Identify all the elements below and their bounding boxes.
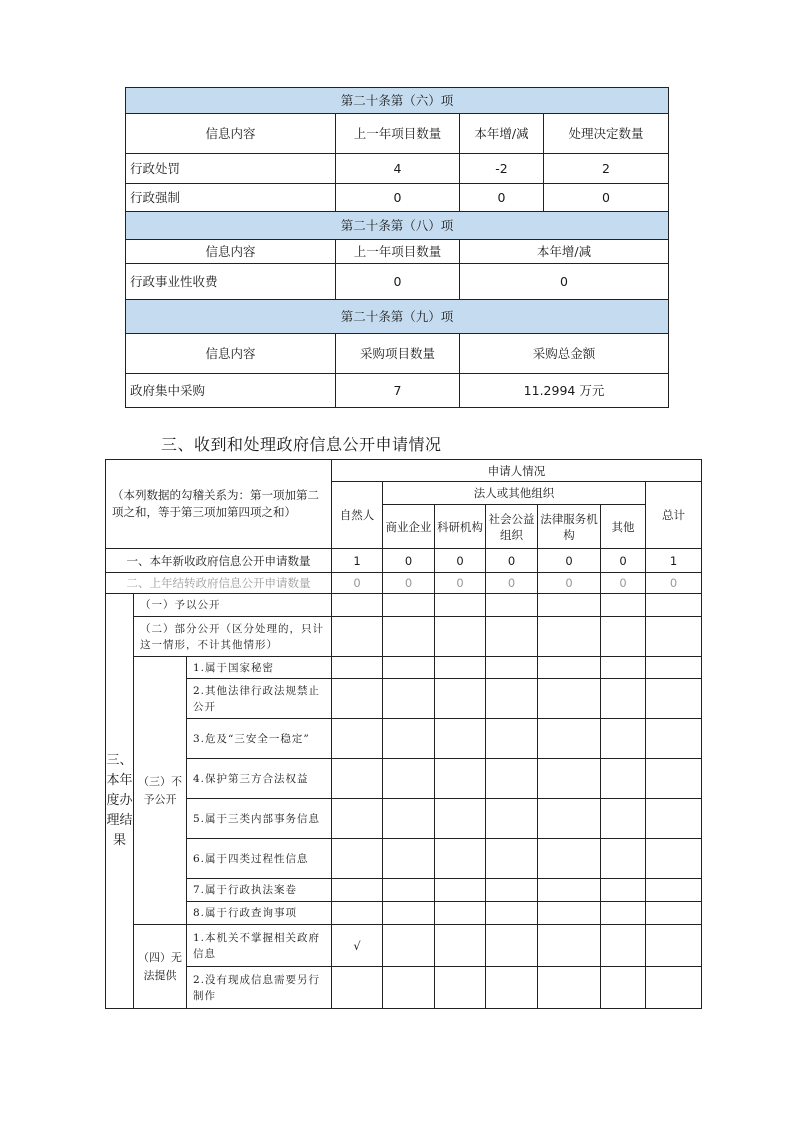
row-gov-procurement-name: 政府集中采购 (126, 374, 336, 408)
cell-carry-welfare: 0 (486, 573, 538, 594)
applicant-header: 申请人情况 (332, 460, 702, 482)
row-admin-fee-prev: 0 (336, 264, 460, 300)
unable-reason-1-natural-check: √ (332, 925, 383, 967)
result-not-disclosed-label: （三）不予公开 (134, 657, 187, 925)
row-admin-penalty-prev: 4 (336, 154, 460, 184)
result-partial-label: （二）部分公开（区分处理的，只计这一情形，不计其他情形） (134, 617, 332, 657)
section9-header-content: 信息内容 (126, 334, 336, 374)
section6-header-change: 本年增/减 (460, 114, 544, 154)
section6-header-content: 信息内容 (126, 114, 336, 154)
application-table (105, 459, 702, 1009)
cell-carry-total: 0 (646, 573, 702, 594)
section-heading: 三、收到和处理政府信息公开申请情况 (161, 435, 442, 454)
not-disclosed-reason-2: 2.其他法律行政法规禁止公开 (187, 679, 332, 719)
section8-header-prev: 上一年项目数量 (336, 240, 460, 264)
not-disclosed-reason-5: 5.属于三类内部事务信息 (187, 799, 332, 839)
not-disclosed-reason-6: 6.属于四类过程性信息 (187, 839, 332, 879)
cell-new-natural: 1 (332, 549, 383, 573)
reconciliation-note: （本列数据的勾稽关系为：第一项加第二项之和，等于第三项加第四项之和） (106, 460, 332, 549)
unable-reason-2: 2.没有现成信息需要另行制作 (187, 967, 332, 1009)
not-disclosed-reason-3: 3.危及“三安全一稳定” (187, 719, 332, 759)
org-public-welfare-header: 社会公益组织 (486, 505, 538, 549)
section9-header-amount: 采购总金额 (460, 334, 669, 374)
cell-new-other: 0 (601, 549, 646, 573)
cell-carry-business: 0 (383, 573, 435, 594)
not-disclosed-reason-1: 1.属于国家秘密 (187, 657, 332, 679)
row-admin-enforcement-prev: 0 (336, 184, 460, 212)
row-gov-procurement-amount: 11.2994 万元 (460, 374, 669, 408)
not-disclosed-reason-4: 4.保护第三方合法权益 (187, 759, 332, 799)
row-new-applications-label: 一、本年新收政府信息公开申请数量 (106, 549, 332, 573)
row-admin-enforcement-decisions: 0 (544, 184, 669, 212)
row-admin-penalty-name: 行政处罚 (126, 154, 336, 184)
natural-person-header: 自然人 (332, 482, 383, 549)
row-admin-enforcement-name: 行政强制 (126, 184, 336, 212)
section6-header-prev: 上一年项目数量 (336, 114, 460, 154)
not-disclosed-reason-8: 8.属于行政查询事项 (187, 902, 332, 925)
result-unable-label: （四）无法提供 (134, 925, 187, 1009)
total-header: 总计 (646, 482, 702, 549)
cell-new-business: 0 (383, 549, 435, 573)
row-carried-over-label: 二、上年结转政府信息公开申请数量 (106, 573, 332, 594)
cell-new-legal: 0 (538, 549, 601, 573)
section6-title: 第二十条第（六）项 (126, 88, 669, 114)
cell-carry-legal: 0 (538, 573, 601, 594)
row-admin-penalty-change: -2 (460, 154, 544, 184)
section8-header-content: 信息内容 (126, 240, 336, 264)
section8-header-change: 本年增/减 (460, 240, 669, 264)
unable-reason-1: 1.本机关不掌握相关政府信息 (187, 925, 332, 967)
cell-carry-natural: 0 (332, 573, 383, 594)
org-legal-service-header: 法律服务机构 (538, 505, 601, 549)
cell-new-research: 0 (435, 549, 486, 573)
section9-title: 第二十条第（九）项 (126, 300, 669, 334)
row-admin-penalty-decisions: 2 (544, 154, 669, 184)
cell-carry-other: 0 (601, 573, 646, 594)
row-admin-fee-name: 行政事业性收费 (126, 264, 336, 300)
org-other-header: 其他 (601, 505, 646, 549)
row-admin-enforcement-change: 0 (460, 184, 544, 212)
result-disclosed-label: （一）予以公开 (134, 594, 332, 617)
cell-new-total: 1 (646, 549, 702, 573)
section8-title: 第二十条第（八）项 (126, 212, 669, 240)
row-admin-fee-change: 0 (460, 264, 669, 300)
org-business-header: 商业企业 (383, 505, 435, 549)
cell-carry-research: 0 (435, 573, 486, 594)
not-disclosed-reason-7: 7.属于行政执法案卷 (187, 879, 332, 902)
row-gov-procurement-count: 7 (336, 374, 460, 408)
section9-header-count: 采购项目数量 (336, 334, 460, 374)
section6-header-decisions: 处理决定数量 (544, 114, 669, 154)
cell-new-welfare: 0 (486, 549, 538, 573)
legal-group-header: 法人或其他组织 (383, 482, 646, 505)
upper-disclosure-table (125, 87, 669, 408)
results-category-label: 三、本年度办理结果 (106, 594, 134, 1009)
org-research-header: 科研机构 (435, 505, 486, 549)
